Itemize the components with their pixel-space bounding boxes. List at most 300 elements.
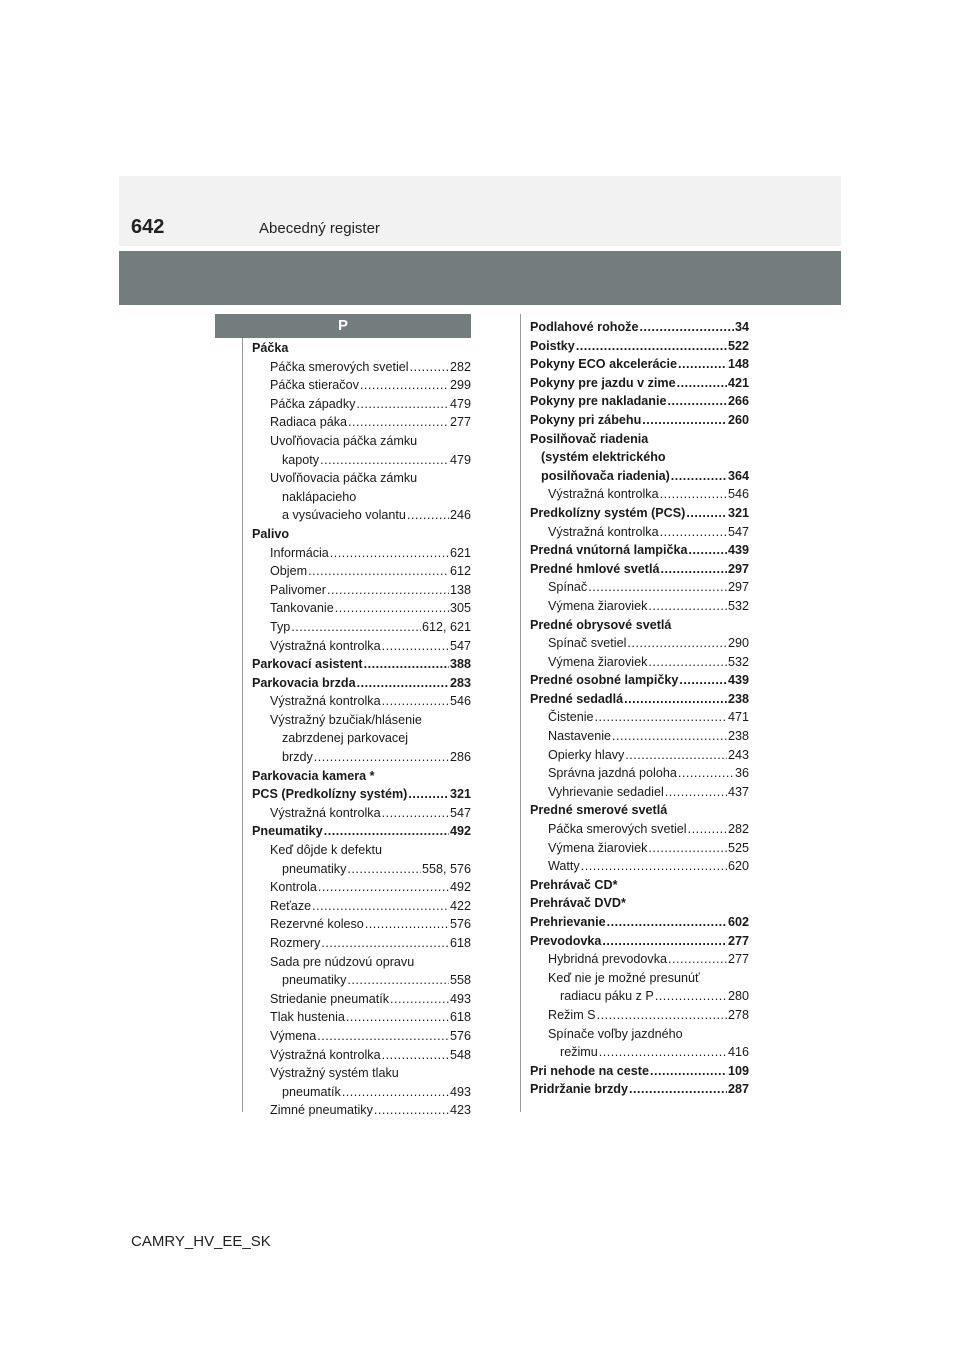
dot-leader <box>677 374 727 393</box>
index-entry <box>530 764 749 783</box>
index-entry-page: 277 <box>449 415 471 430</box>
dot-leader <box>678 764 734 783</box>
index-entry-text: (systém elektrického <box>541 450 666 465</box>
index-entry-text: Parkovacia brzda <box>252 675 356 690</box>
index-entry-text: Výstražný bzučiak/hlásenie <box>270 712 422 727</box>
index-entry-text: Výstražný systém tlaku <box>270 1066 399 1081</box>
index-entry <box>252 878 471 897</box>
index-entry-text: Čistenie <box>548 710 594 725</box>
index-entry <box>530 746 749 765</box>
index-entry-text: Pneumatiky <box>252 824 323 839</box>
index-entry-text: Pokyny pre nakladanie <box>530 394 667 409</box>
index-entry-text: Páčka smerových svetiel <box>548 822 687 837</box>
index-entry-page: 612 <box>449 564 471 579</box>
dot-leader <box>320 451 449 470</box>
index-entry-text: Predné sedadlá <box>530 691 624 706</box>
index-entry-page: 36 <box>734 766 749 781</box>
index-entry <box>252 544 471 563</box>
index-entry-text: Prehrávač CD* <box>530 877 618 892</box>
dot-leader <box>607 913 727 932</box>
index-entry-text: Výmena žiaroviek <box>548 598 648 613</box>
index-entry <box>530 1043 749 1062</box>
dot-leader <box>342 1083 449 1102</box>
dot-leader <box>660 485 727 504</box>
index-entry-text: Predkolízny systém (PCS) <box>530 505 686 520</box>
index-entry <box>530 560 749 579</box>
index-entry-text: Hybridná prevodovka <box>548 952 668 967</box>
index-entry-text: Radiaca páka <box>270 415 348 430</box>
dot-leader <box>612 727 727 746</box>
index-entry-page: 479 <box>449 396 471 411</box>
dot-leader <box>308 562 449 581</box>
index-entry <box>252 599 471 618</box>
index-entry-page: 243 <box>727 747 749 762</box>
index-entry-text: Tlak hustenia <box>270 1010 345 1025</box>
index-entry <box>530 467 749 486</box>
index-entry <box>252 525 471 544</box>
right-column-rule <box>520 314 521 1112</box>
dot-leader <box>348 413 449 432</box>
dot-leader <box>382 804 449 823</box>
index-entry-text: Výstražná kontrolka <box>548 487 659 502</box>
index-entry-page: 558 <box>449 973 471 988</box>
dot-leader <box>688 541 727 560</box>
index-entry <box>530 1062 749 1081</box>
dot-leader <box>625 746 727 765</box>
index-entry-text: Palivomer <box>270 582 326 597</box>
index-entry-text: Páčka <box>252 341 289 355</box>
dot-leader <box>648 653 727 672</box>
index-entry <box>252 674 471 693</box>
index-entry <box>530 597 749 616</box>
index-entry-page: 138 <box>449 582 471 597</box>
index-entry-text: Výstražná kontrolka <box>270 805 381 820</box>
index-entry-page: 547 <box>449 638 471 653</box>
dot-leader <box>686 504 727 523</box>
index-entry-page: 532 <box>727 598 749 613</box>
index-entry-page: 321 <box>449 787 471 802</box>
index-entry <box>530 337 749 356</box>
index-entry <box>252 1008 471 1027</box>
index-entry-text: Informácia <box>270 545 329 560</box>
dot-leader <box>602 932 727 951</box>
dot-leader <box>642 411 727 430</box>
footer-code: CAMRY_HV_EE_SK <box>131 1233 271 1250</box>
index-entry <box>252 767 471 786</box>
index-entry-text: Pri nehode na ceste <box>530 1063 649 1078</box>
dot-leader <box>655 987 727 1006</box>
index-entry <box>530 708 749 727</box>
index-entry-page: 305 <box>449 601 471 616</box>
index-entry <box>530 950 749 969</box>
index-entry-text: Keď dôjde k defektu <box>270 843 383 858</box>
index-entry-page: 287 <box>727 1082 749 1097</box>
index-entry-page: 576 <box>449 1028 471 1043</box>
dot-leader <box>407 506 449 525</box>
index-entry-text: naklápacieho <box>282 489 357 504</box>
index-entry <box>530 987 749 1006</box>
index-entry <box>252 729 471 748</box>
index-entry-text: Sada pre núdzovú opravu <box>270 954 415 969</box>
index-entry <box>252 860 471 879</box>
dot-leader <box>408 785 449 804</box>
dot-leader <box>327 581 449 600</box>
index-entry <box>530 969 749 988</box>
index-entry-text: Keď nie je možné presunúť <box>548 970 700 985</box>
dot-leader <box>317 1027 449 1046</box>
dot-leader <box>576 337 727 356</box>
index-entry-page: 492 <box>449 824 471 839</box>
index-entry <box>252 953 471 972</box>
dot-leader <box>688 820 727 839</box>
dot-leader <box>382 637 449 656</box>
index-entry-text: Objem <box>270 564 308 579</box>
index-entry-text: radiacu páku z P <box>560 989 654 1004</box>
index-entry <box>530 876 749 895</box>
index-entry-text: Výmena žiaroviek <box>548 840 648 855</box>
dot-leader <box>639 318 734 337</box>
index-entry-page: 286 <box>449 750 471 765</box>
index-entry <box>252 376 471 395</box>
index-entry-text: Správna jazdná poloha <box>548 766 677 781</box>
dot-leader <box>364 655 449 674</box>
index-entry-page: 238 <box>727 691 749 706</box>
index-entry-text: PCS (Predkolízny systém) <box>252 787 408 802</box>
index-entry <box>252 618 471 637</box>
index-entry <box>530 485 749 504</box>
index-entry-text: Páčka západky <box>270 396 356 411</box>
index-entry-text: Pokyny ECO akcelerácie <box>530 357 678 372</box>
dot-leader <box>671 467 727 486</box>
left-column-rule <box>242 338 243 1112</box>
index-entry <box>530 634 749 653</box>
index-entry <box>530 653 749 672</box>
dot-leader <box>356 395 449 414</box>
index-entry <box>252 488 471 507</box>
index-entry <box>252 785 471 804</box>
index-entry-page: 297 <box>727 580 749 595</box>
index-entry <box>252 822 471 841</box>
index-entry <box>530 894 749 913</box>
dot-leader <box>291 618 421 637</box>
index-entry <box>252 469 471 488</box>
dot-leader <box>660 523 727 542</box>
dot-leader <box>330 544 449 563</box>
index-entry <box>252 451 471 470</box>
dot-leader <box>588 578 727 597</box>
index-entry <box>252 1083 471 1102</box>
dot-leader <box>347 860 421 879</box>
index-entry <box>530 523 749 542</box>
index-entry-text: Výmena <box>270 1028 317 1043</box>
index-entry <box>530 857 749 876</box>
dot-leader <box>650 1062 727 1081</box>
index-entry-page: 439 <box>727 543 749 558</box>
index-entry <box>530 374 749 393</box>
index-entry <box>252 897 471 916</box>
dot-leader <box>678 355 727 374</box>
index-entry <box>252 748 471 767</box>
index-entry <box>530 541 749 560</box>
index-entry-page: 479 <box>449 452 471 467</box>
index-entry-text: a vysúvacieho volantu <box>282 508 406 523</box>
index-entry-page: 471 <box>727 710 749 725</box>
index-entry-page: 621 <box>449 545 471 560</box>
index-entry-text: pneumatík <box>282 1084 341 1099</box>
index-entry-page: 283 <box>449 675 471 690</box>
index-entry <box>252 971 471 990</box>
index-entry-text: Nastavenie <box>548 729 612 744</box>
dot-leader <box>624 690 727 709</box>
index-entry-page: 416 <box>727 1045 749 1060</box>
index-entry-text: Spínače voľby jazdného <box>548 1026 683 1041</box>
index-entry-page: 282 <box>449 359 471 374</box>
index-entry-page: 290 <box>727 636 749 651</box>
dot-leader <box>410 358 449 377</box>
dot-leader <box>648 839 727 858</box>
index-entry-page: 266 <box>727 394 749 409</box>
dot-leader <box>599 1043 727 1062</box>
index-entry-page: 277 <box>727 933 749 948</box>
section-letter: P <box>215 314 471 338</box>
index-entry-text: posilňovača riadenia) <box>541 468 670 483</box>
index-entry-text: pneumatiky <box>282 973 347 988</box>
index-entry-page: 612, 621 <box>421 619 471 634</box>
index-entry-page: 364 <box>727 468 749 483</box>
index-entry <box>252 1046 471 1065</box>
index-entry <box>252 915 471 934</box>
dot-leader <box>321 934 449 953</box>
index-entry-page: 492 <box>449 880 471 895</box>
dot-leader <box>648 597 727 616</box>
header-background <box>119 176 841 246</box>
dot-leader <box>365 915 449 934</box>
index-entry-page: 525 <box>727 840 749 855</box>
index-entry-page: 548 <box>449 1047 471 1062</box>
index-entry-text: Výstražná kontrolka <box>270 1047 381 1062</box>
index-column-right <box>530 318 749 1099</box>
index-entry-page: 246 <box>449 508 471 523</box>
index-entry-text: Uvoľňovacia páčka zámku <box>270 471 418 486</box>
index-entry-text: Výstražná kontrolka <box>270 694 381 709</box>
index-entry-page: 522 <box>727 338 749 353</box>
index-entry-text: Kontrola <box>270 880 317 895</box>
index-entry-text: Zimné pneumatiky <box>270 1103 373 1118</box>
index-entry <box>252 692 471 711</box>
index-entry-page: 422 <box>449 898 471 913</box>
index-entry-text: pneumatiky <box>282 861 347 876</box>
index-entry-page: 547 <box>727 524 749 539</box>
index-entry <box>252 804 471 823</box>
index-entry-page: 493 <box>449 991 471 1006</box>
index-entry-text: Vyhrievanie sedadiel <box>548 784 664 799</box>
index-entry-text: Prehrievanie <box>530 915 606 929</box>
index-entry <box>252 990 471 1009</box>
index-entry <box>530 448 749 467</box>
index-entry <box>530 392 749 411</box>
index-entry <box>530 801 749 820</box>
index-entry-text: Podlahové rohože <box>530 320 639 334</box>
index-entry-text: Posilňovač riadenia <box>530 431 649 446</box>
index-entry <box>530 727 749 746</box>
index-entry <box>530 1025 749 1044</box>
dot-leader <box>346 1008 449 1027</box>
index-entry-text: Prehrávač DVD* <box>530 896 626 911</box>
header-band <box>119 251 841 305</box>
index-entry-text: Predné smerové svetlá <box>530 803 668 818</box>
index-entry-text: Rozmery <box>270 936 321 950</box>
index-entry-page: 297 <box>727 561 749 576</box>
index-entry-page: 437 <box>727 784 749 799</box>
index-entry-page: 238 <box>727 729 749 744</box>
index-entry-text: Predné hmlové svetlá <box>530 561 660 576</box>
index-entry-page: 546 <box>449 694 471 709</box>
index-entry-page: 439 <box>727 673 749 688</box>
index-entry-page: 321 <box>727 505 749 520</box>
index-entry <box>530 616 749 635</box>
index-entry <box>530 318 749 337</box>
index-entry <box>252 432 471 451</box>
index-entry-text: Palivo <box>252 526 290 541</box>
index-entry-text: brzdy <box>282 750 313 765</box>
index-entry <box>252 711 471 730</box>
page-number: 642 <box>131 216 165 238</box>
dot-leader <box>595 708 727 727</box>
dot-leader <box>382 1046 449 1065</box>
index-entry-page: 280 <box>727 989 749 1004</box>
index-entry-text: Opierky hlavy <box>548 747 625 762</box>
index-entry-page: 278 <box>727 1007 749 1022</box>
index-entry-text: Reťaze <box>270 898 312 913</box>
index-entry-text: Pridržanie brzdy <box>530 1082 628 1097</box>
dot-leader <box>665 783 727 802</box>
index-entry-text: Predná vnútorná lampička <box>530 543 688 558</box>
index-entry-text: Výstražná kontrolka <box>270 638 381 653</box>
index-entry-page: 620 <box>727 859 749 874</box>
index-entry-page: 109 <box>727 1063 749 1078</box>
index-entry-text: Páčka stieračov <box>270 378 359 393</box>
index-entry <box>252 637 471 656</box>
index-entry-text: Rezervné koleso <box>270 917 364 932</box>
index-entry <box>530 932 749 951</box>
index-entry-page: 299 <box>449 378 471 393</box>
index-entry <box>252 358 471 377</box>
index-entry <box>252 506 471 525</box>
index-entry-page: 148 <box>727 357 749 372</box>
index-entry-text: Režim S <box>548 1007 596 1022</box>
index-entry <box>530 1080 749 1099</box>
index-entry-text: Pokyny pri zábehu <box>530 412 642 427</box>
index-entry-text: Páčka smerových svetiel <box>270 359 409 374</box>
index-entry-page: 493 <box>449 1084 471 1099</box>
dot-leader <box>312 897 449 916</box>
index-entry <box>252 1027 471 1046</box>
index-entry-page: 260 <box>727 412 749 427</box>
index-entry <box>530 913 749 932</box>
index-entry-page: 282 <box>727 822 749 837</box>
index-entry-page: 532 <box>727 654 749 669</box>
dot-leader <box>629 1080 727 1099</box>
index-entry-text: Predné osobné lampičky <box>530 673 679 688</box>
dot-leader <box>347 971 449 990</box>
index-entry-text: Watty <box>548 859 580 874</box>
index-entry-page: 547 <box>449 805 471 820</box>
index-entry <box>530 355 749 374</box>
index-entry <box>530 783 749 802</box>
index-entry-text: Spínač svetiel <box>548 636 627 651</box>
index-entry-text: Typ <box>270 619 291 634</box>
index-entry <box>252 841 471 860</box>
index-entry-text: Spínač <box>548 580 588 595</box>
dot-leader <box>581 857 727 876</box>
index-entry-page: 576 <box>449 917 471 932</box>
index-entry-page: 388 <box>449 657 471 672</box>
dot-leader <box>668 950 727 969</box>
index-entry-page: 421 <box>727 375 749 390</box>
page-title: Abecedný register <box>259 220 380 237</box>
index-entry <box>530 578 749 597</box>
dot-leader <box>335 599 449 618</box>
dot-leader <box>314 748 449 767</box>
index-entry-page: 423 <box>449 1103 471 1118</box>
index-entry-text: Parkovacia kamera * <box>252 768 375 783</box>
index-entry-page: 34 <box>734 320 749 334</box>
index-entry-text: Výstražná kontrolka <box>548 524 659 539</box>
index-entry <box>530 690 749 709</box>
index-entry <box>252 413 471 432</box>
dot-leader <box>374 1101 449 1120</box>
dot-leader <box>668 392 727 411</box>
index-entry-page: 618 <box>449 1010 471 1025</box>
dot-leader <box>627 634 727 653</box>
index-entry-text: Pokyny pre jazdu v zime <box>530 375 676 390</box>
index-entry <box>530 411 749 430</box>
index-entry <box>252 934 471 953</box>
index-entry-text: zabrzdenej parkovacej <box>282 731 409 746</box>
index-entry <box>252 1064 471 1083</box>
index-entry <box>252 562 471 581</box>
index-entry-text: Poistky <box>530 338 575 353</box>
index-entry <box>530 1006 749 1025</box>
index-entry-text: Uvoľňovacia páčka zámku <box>270 433 418 448</box>
index-entry-page: 558, 576 <box>421 861 471 876</box>
index-entry-text: Predné obrysové svetlá <box>530 617 672 632</box>
dot-leader <box>324 822 449 841</box>
dot-leader <box>390 990 449 1009</box>
dot-leader <box>382 692 449 711</box>
dot-leader <box>318 878 449 897</box>
index-column-left <box>252 339 471 1120</box>
dot-leader <box>360 376 449 395</box>
index-entry-text: kapoty <box>282 452 320 467</box>
dot-leader <box>357 674 449 693</box>
index-entry <box>252 395 471 414</box>
index-entry <box>252 1101 471 1120</box>
index-entry-text: Tankovanie <box>270 601 334 616</box>
index-entry-page: 618 <box>449 936 471 950</box>
index-entry <box>530 430 749 449</box>
index-entry-page: 602 <box>727 915 749 929</box>
index-entry <box>530 839 749 858</box>
index-entry-text: Striedanie pneumatík <box>270 991 390 1006</box>
index-entry-page: 546 <box>727 487 749 502</box>
dot-leader <box>661 560 727 579</box>
index-entry-text: režimu <box>560 1045 598 1060</box>
index-entry <box>252 339 471 358</box>
dot-leader <box>597 1006 727 1025</box>
index-entry <box>530 504 749 523</box>
index-entry <box>252 655 471 674</box>
